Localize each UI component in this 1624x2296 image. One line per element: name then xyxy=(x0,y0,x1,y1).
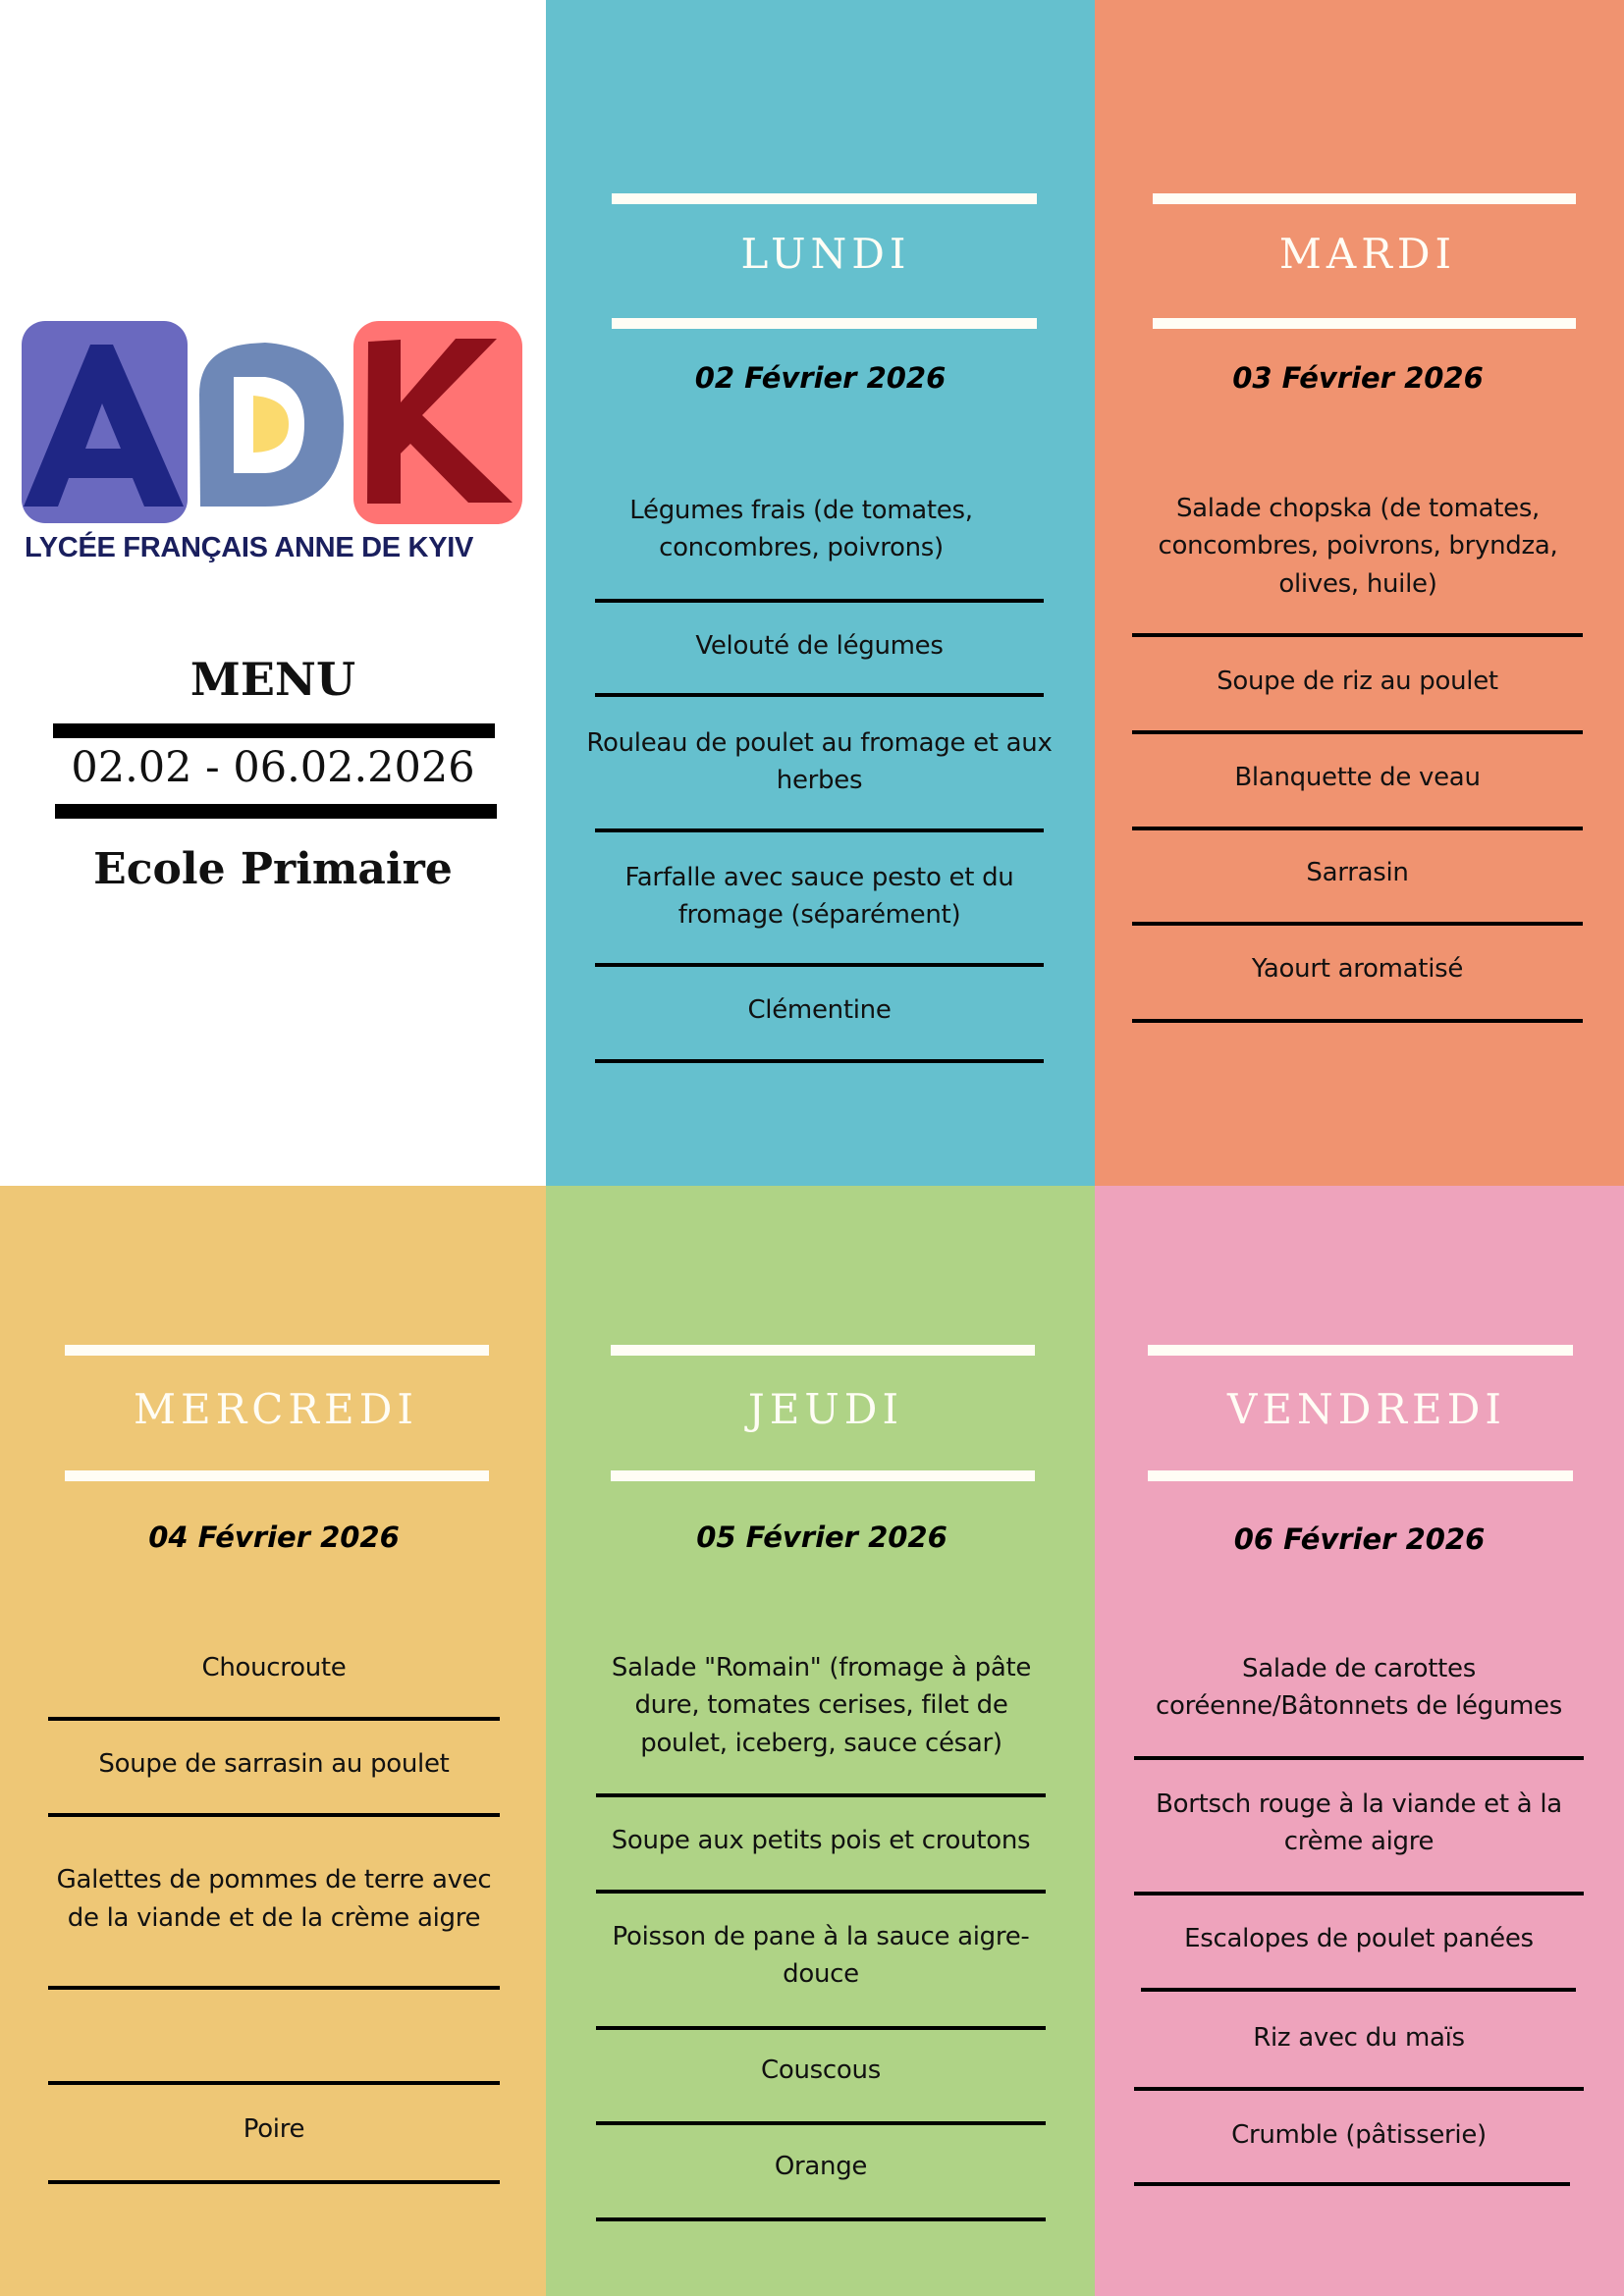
menu-item-starter: Salade "Romain" (fromage à pâte dure, tomates cerises, filet de poulet, iceberg, sauce césar) xyxy=(611,1652,1032,1758)
item-divider xyxy=(1132,922,1583,926)
item-divider xyxy=(595,963,1044,967)
menu-item-main: Poisson de pane à la sauce aigre-douce xyxy=(612,1921,1030,1989)
header-bar-bottom xyxy=(65,1470,489,1481)
menu-item-dessert: Poire xyxy=(243,2113,305,2144)
item-divider xyxy=(1134,1892,1584,1896)
header-bar-top xyxy=(612,193,1037,204)
menu-item-starter: Choucroute xyxy=(201,1652,347,1682)
menu-item-soup: Velouté de légumes xyxy=(695,630,944,661)
item-divider xyxy=(596,2217,1046,2221)
menu-item-starter: Légumes frais (de tomates, concombres, poivrons) xyxy=(629,495,973,562)
menu-item-side: Sarrasin xyxy=(1306,857,1409,887)
item-divider xyxy=(596,1793,1046,1797)
item-divider xyxy=(48,1813,500,1817)
day-date: 02 Février 2026 xyxy=(694,361,947,395)
menu-item-main: Galettes de pommes de terre avec de la viande et de la crème aigre xyxy=(56,1865,492,1933)
day-name: LUNDI xyxy=(740,230,911,278)
day-date: 03 Février 2026 xyxy=(1232,361,1484,395)
menu-item-dessert: Yaourt aromatisé xyxy=(1251,953,1464,984)
menu-bottom-bar xyxy=(55,804,497,819)
school-name: LYCÉE FRANÇAIS ANNE DE KYIV xyxy=(25,532,474,563)
menu-item-soup: Bortsch rouge à la viande et à la crème aigre xyxy=(1156,1789,1562,1856)
school-logo xyxy=(15,314,530,530)
menu-title: MENU xyxy=(189,653,356,706)
menu-top-bar xyxy=(53,723,495,738)
day-column-jeudi xyxy=(546,1186,1095,2296)
item-divider xyxy=(48,2180,500,2184)
item-divider xyxy=(1132,633,1583,637)
header-bar-top xyxy=(1148,1345,1573,1356)
menu-item-starter: Salade chopska (de tomates, concombres, poivrons, bryndza, olives, huile) xyxy=(1158,493,1558,599)
item-divider xyxy=(596,1890,1046,1894)
day-column-mardi xyxy=(1095,0,1624,1186)
menu-item-main: Escalopes de poulet panées xyxy=(1184,1923,1534,1953)
day-name: VENDREDI xyxy=(1227,1385,1506,1433)
item-divider xyxy=(595,828,1044,832)
day-column-vendredi xyxy=(1095,1186,1624,2296)
day-date: 05 Février 2026 xyxy=(696,1521,947,1554)
day-column-lundi xyxy=(546,0,1095,1186)
item-divider xyxy=(48,2081,500,2085)
menu-item-starter: Salade de carottes coréenne/Bâtonnets de légumes xyxy=(1156,1653,1562,1721)
menu-item-side: Couscous xyxy=(761,2055,881,2085)
header-bar-bottom xyxy=(612,318,1037,329)
item-divider xyxy=(48,1986,500,1990)
item-divider xyxy=(1132,1019,1583,1023)
menu-period: 02.02 - 06.02.2026 xyxy=(71,743,475,792)
day-name: JEUDI xyxy=(747,1385,904,1433)
item-divider xyxy=(1134,1756,1584,1760)
day-date: 06 Février 2026 xyxy=(1233,1522,1486,1556)
header-bar-top xyxy=(1153,193,1576,204)
menu-item-side: Farfalle avec sauce pesto et du fromage (séparément) xyxy=(624,862,1014,930)
item-divider xyxy=(1132,730,1583,734)
day-name: MERCREDI xyxy=(134,1385,418,1433)
day-name: MARDI xyxy=(1278,230,1457,278)
day-column-mercredi xyxy=(0,1186,546,2296)
menu-item-dessert: Clémentine xyxy=(747,994,892,1025)
item-divider xyxy=(595,1059,1044,1063)
menu-item-soup: Soupe de sarrasin au poulet xyxy=(98,1748,450,1779)
item-divider xyxy=(595,693,1044,697)
item-divider xyxy=(596,2121,1046,2125)
menu-item-soup: Soupe de riz au poulet xyxy=(1217,666,1498,696)
header-bar-bottom xyxy=(611,1470,1035,1481)
item-divider xyxy=(596,2026,1046,2030)
menu-level: Ecole Primaire xyxy=(93,844,453,894)
header-bar-bottom xyxy=(1153,318,1576,329)
menu-item-main: Rouleau de poulet au fromage et aux herbes xyxy=(586,727,1053,795)
header-bar-bottom xyxy=(1148,1470,1573,1481)
menu-item-main: Blanquette de veau xyxy=(1234,762,1481,792)
intro-panel xyxy=(0,0,546,1186)
menu-item-dessert: Crumble (pâtisserie) xyxy=(1231,2119,1487,2150)
item-divider xyxy=(1134,2182,1570,2186)
menu-item-dessert: Orange xyxy=(774,2151,868,2181)
item-divider xyxy=(1141,1988,1576,1992)
header-bar-top xyxy=(65,1345,489,1356)
item-divider xyxy=(1132,827,1583,830)
item-divider xyxy=(48,1717,500,1721)
menu-item-side xyxy=(48,2013,500,2053)
menu-item-soup: Soupe aux petits pois et croutons xyxy=(611,1825,1031,1855)
item-divider xyxy=(1134,2087,1584,2091)
day-date: 04 Février 2026 xyxy=(148,1521,400,1554)
menu-item-side: Riz avec du maïs xyxy=(1253,2022,1465,2053)
header-bar-top xyxy=(611,1345,1035,1356)
item-divider xyxy=(595,599,1044,603)
